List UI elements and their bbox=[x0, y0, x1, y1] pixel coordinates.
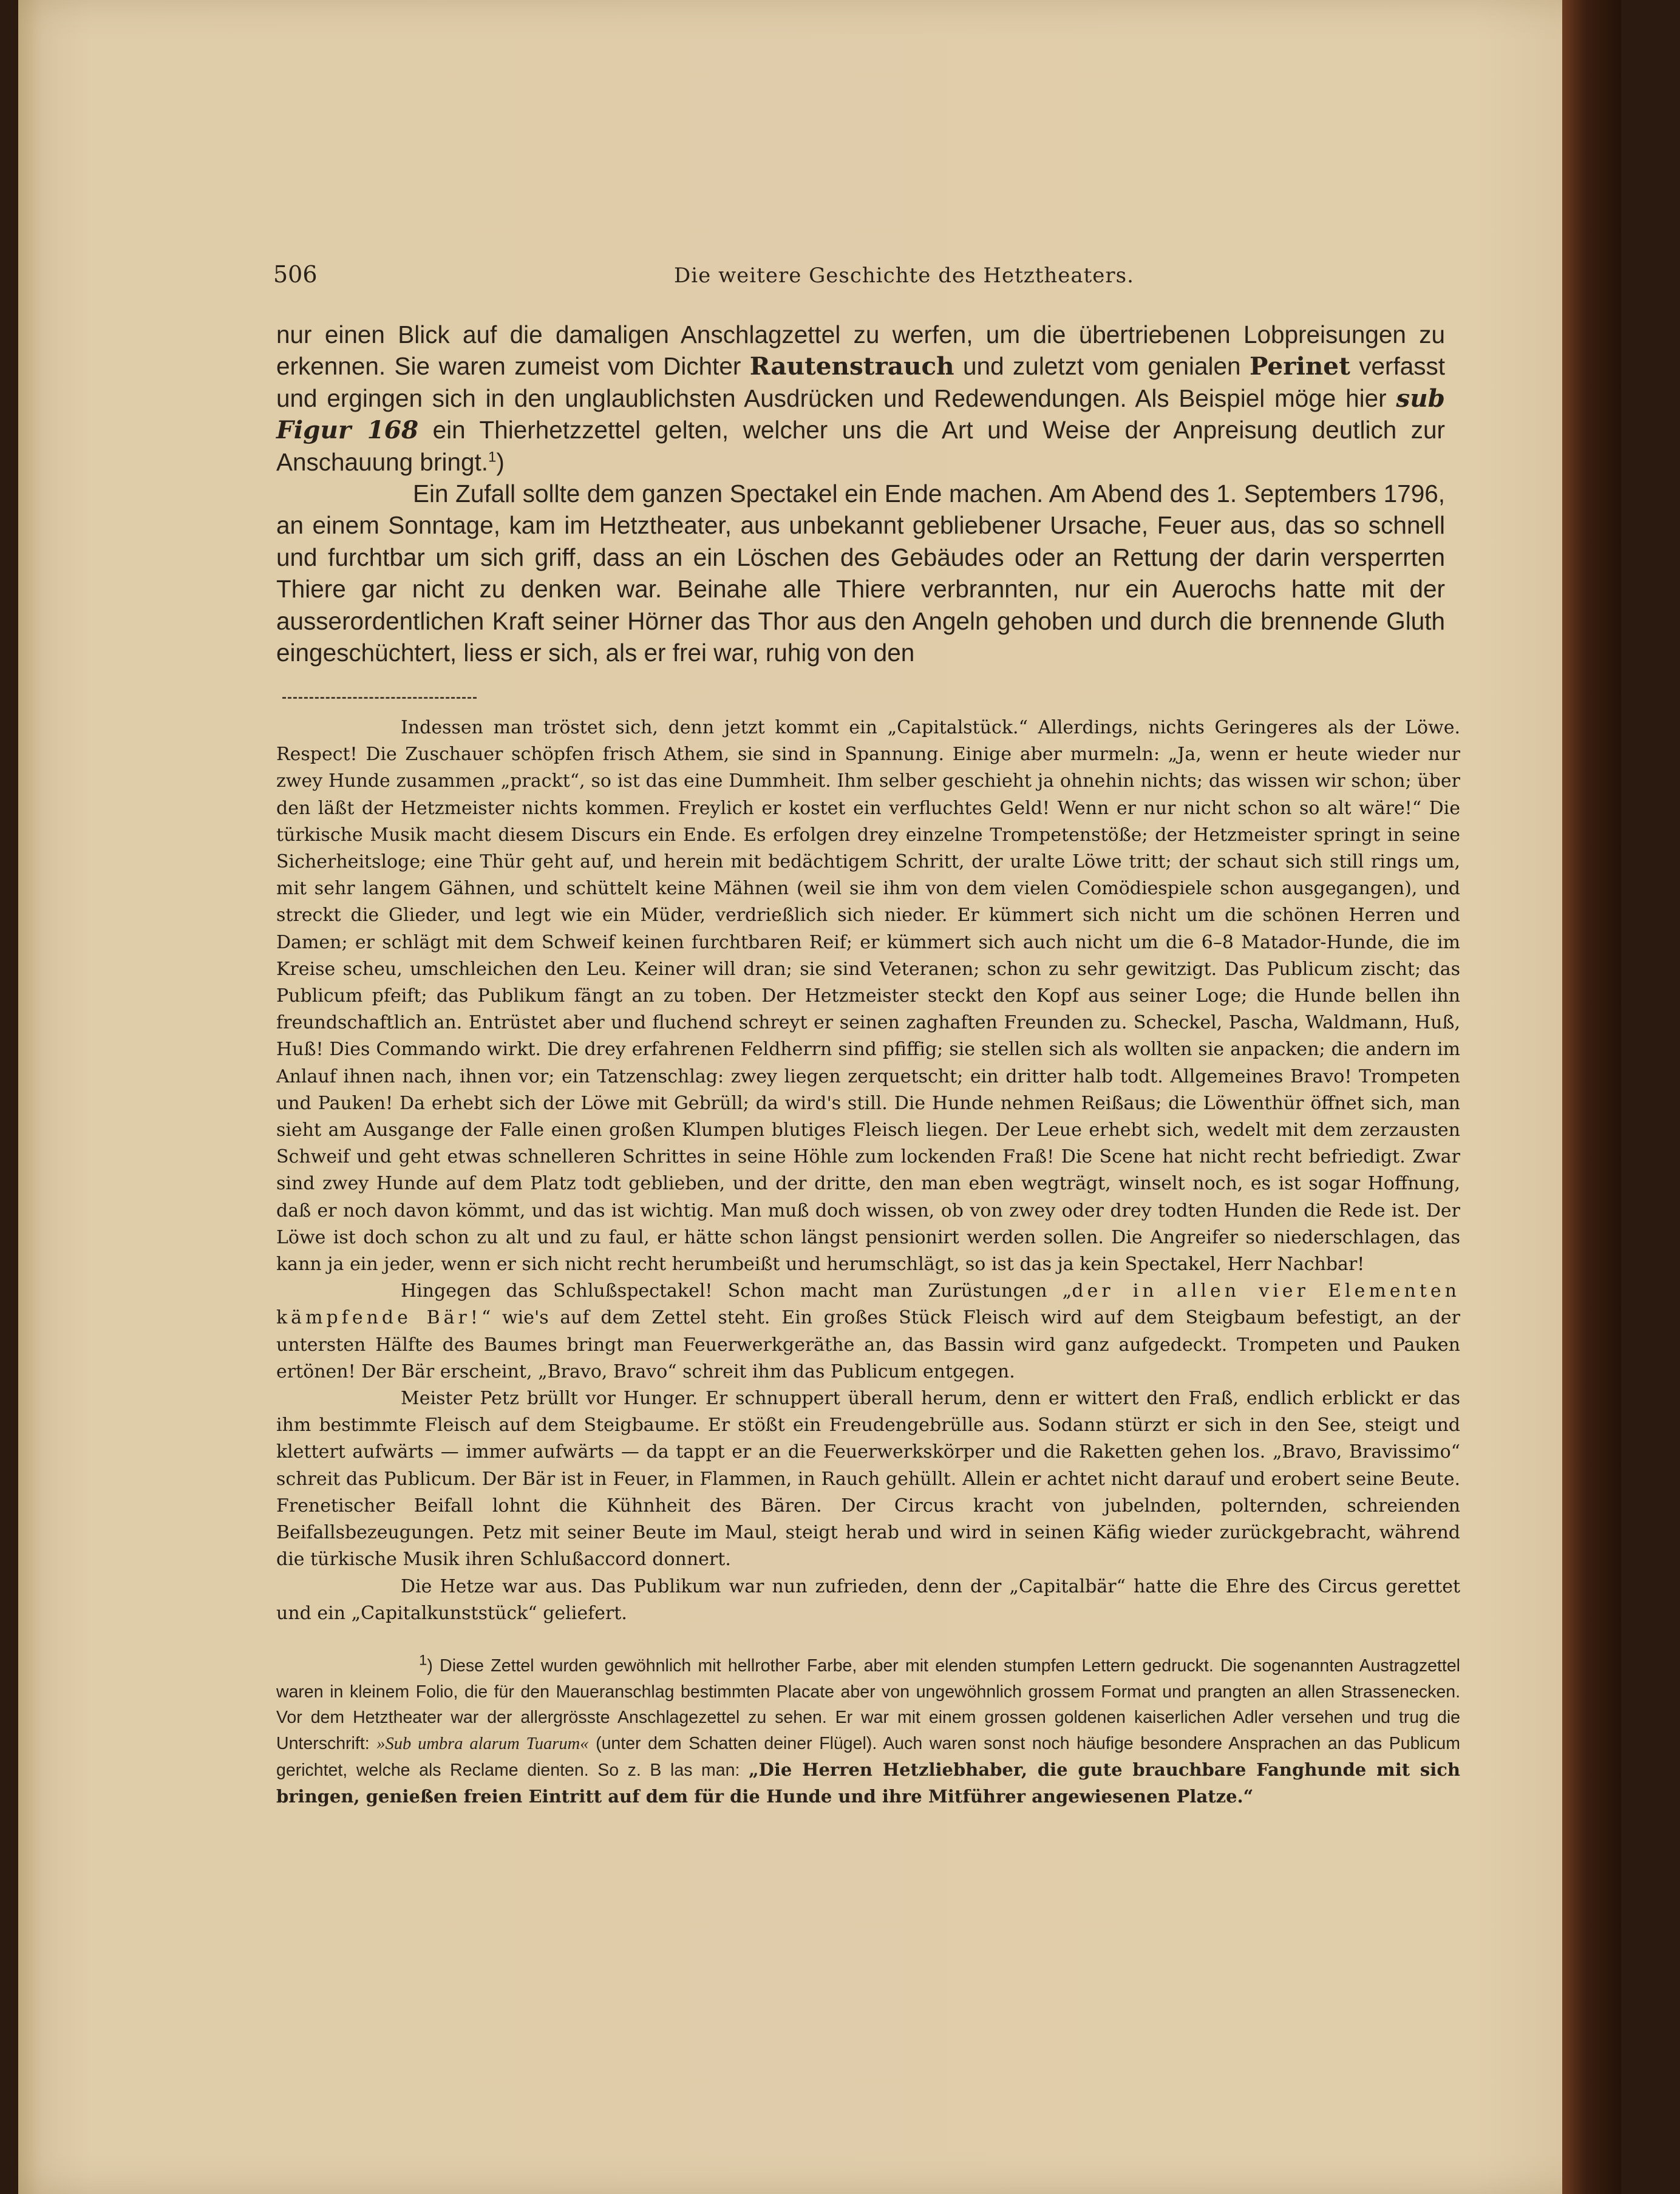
footnote-marker: 1 bbox=[419, 1652, 427, 1669]
main-text bbox=[276, 319, 1445, 668]
quoted-title: der in allen vier Elementen kämpfende Bär! bbox=[276, 1280, 1460, 1329]
separator-rule bbox=[282, 697, 477, 701]
latin-inscription: »Sub umbra alarum Tuarum« bbox=[376, 1734, 589, 1753]
figure-reference: sub Figur 168 bbox=[276, 383, 1445, 445]
quote-paragraph: Hingegen das Schlußspectakel! Schon macht man Zurüstungen „der in allen vier Elementen kämpfende Bär!“ wie's auf dem Zettel steht. Ein großes Stück Fleisch wird auf dem Steigbaum befestigt, an der untersten Hälfte des Baumes bringt man Feuerwerkgeräthe an, das Bassin wird ganz aufgedeckt. Trompeten und Pauken ertönen! Der Bär erscheint, „Bravo, Bravo“ schreit ihm das Publicum entgegen. bbox=[276, 1280, 1461, 1382]
running-title: Die weitere Geschichte des Hetztheaters. bbox=[674, 263, 1134, 288]
page-number: 506 bbox=[273, 261, 318, 288]
quote-paragraph: Die Hetze war aus. Das Publikum war nun zufrieden, denn der „Capitalbär“ hatte die Ehre des Circus gerettet und ein „Capitalkunststück“ geliefert. bbox=[276, 1575, 1460, 1624]
quote-paragraph: Indessen man tröstet sich, denn jetzt kommt ein „Capitalstück.“ Allerdings, nichts Geringeres als der Löwe. Respect! Die Zuschauer schöpfen frisch Athem, sie sind in Spannung. Einige aber murmeln: „Ja, wenn er heute wieder nur zwey Hunde zusammen „prackt“, so ist das eine Dummheit. Ihm selber geschieht ja ohnehin nichts; das wissen wir schon; über den läßt der Hetzmeister nichts kommen. Freylich er kostet ein verfluchtes Geld! Wenn er nur nicht schon so alt wäre!“ Die türkische Musik macht diesem Discurs ein Ende. Es erfolgen drey einzelne Trompetenstöße; der Hetzmeister springt in seine Sicherheitsloge; eine Thür geht auf, und herein mit bedächtigem Schritt, der uralte Löwe tritt; der schaut sich still rings um, mit sehr langem Gähnen, und schüttelt keine Mähnen (weil sie ihm von dem vielen Comödiespiele schon ausgegangen), und streckt die Glieder, und legt wie ein Müder, verdrießlich sich nieder. Er kümmert sich nicht um die schönen Herren und Damen; er schlägt mit dem Schweif keinen furchtbaren Reif; er kümmert sich auch nicht um die 6–8 Matador-Hunde, die im Kreise scheu, umschleichen den Leu. Keiner will dran; sie sind Veteranen; schon zu sehr gewitzigt. Das Publicum zischt; das Publicum pfeift; das Publikum fängt an zu toben. Der Hetzmeister steckt den Kopf aus seiner Loge; die Hunde bellen ihn freundschaftlich an. Entrüstet aber und fluchend schreyt er seinen zaghaften Freunden zu. Scheckel, Pascha, Waldmann, Huß, Huß! Dies Commando wirkt. Die drey erfahrenen Feldherrn sind pfiffig; sie stellen sich als wollten sie anpacken; die andern im Anlauf ihnen nach, ihnen vor; ein Tatzenschlag: zwey liegen zerquetscht; ein dritter halb todt. Allgemeines Bravo! Trompeten und Pauken! Da erhebt sich der Löwe mit Gebrüll; da wird's still. Die Hunde nehmen Reißaus; die Löwenthür öffnet sich, man sieht am Ausgange der Falle einen großen Klumpen blutiges Fleisch liegen. Der Leue erhebt sich, wedelt mit dem zerzausten Schweif und geht etwas schnelleren Schrittes in seine Höhle zum lockenden Fraß! Die Scene hat nicht recht befriedigt. Zwar sind zwey Hunde auf dem Platz todt geblieben, und der dritte, den man eben wegträgt, winselt noch, es ist sogar Hoffnung, daß er noch davon kömmt, und das ist wichtig. Man muß doch wissen, ob von zwey oder drey todten Hunden die Rede ist. Der Löwe ist doch schon zu alt und zu faul, er hätte schon längst pensionirt werden sollen. Die Angreifer so niederschlagen, das kann ja ein jeder, wenn er sich nicht recht herumbeißt und herumschlägt, so ist das ja kein Spectakel, Herr Nachbar! bbox=[276, 717, 1460, 1275]
footnote-marker: 1 bbox=[488, 449, 497, 466]
book-edge bbox=[1562, 0, 1621, 2194]
footnote-quote: „Die Herren Hetzliebhaber, die gute brauchbare Fanghunde mit sich bringen, genießen freien Eintritt auf dem für die Hunde und ihre Mitführer angewiesenen Platze.“ bbox=[276, 1759, 1460, 1807]
quoted-passage bbox=[276, 715, 1460, 1627]
author-name: Perinet bbox=[1250, 352, 1350, 381]
quote-paragraph: Meister Petz brüllt vor Hunger. Er schnuppert überall herum, denn er wittert den Fraß, endlich erblickt er das ihm bestimmte Fleisch auf dem Steigbaume. Er stößt ein Freudengebrülle aus. Sodann stürzt er sich in den See, steigt und klettert aufwärts — immer aufwärts — da tappt er an die Feuerwerkskörper und die Raketten gehen los. „Bravo, Bravissimo“ schreit das Publicum. Der Bär ist in Feuer, in Flammen, in Rauch gehüllt. Allein er achtet nicht darauf und erobert seine Beute. Frenetischer Beifall lohnt die Kühnheit des Bären. Der Circus kracht von jubelnden, polternden, schreienden Beifallsbezeugungen. Petz mit seiner Beute im Maul, steigt herab und wird in seinen Käfig wieder zurückgebracht, während die türkische Musik ihren Schlußaccord donnert. bbox=[276, 1388, 1460, 1571]
paragraph-1: nur einen Blick auf die damaligen Anschlagzettel zu werfen, um die übertriebenen Lobpreisungen zu erkennen. Sie waren zumeist vom Dichter Rautenstrauch und zuletzt vom genialen Perinet verfasst und ergingen sich in den unglaublichsten Ausdrücken und Redewendungen. Als Beispiel möge hier sub Figur 168 ein Thierhetzzettel gelten, welcher uns die Art und Weise der Anpreisung deutlich zur Anschauung bringt.$^1$) bbox=[276, 321, 1445, 476]
page-header bbox=[273, 261, 1500, 297]
author-name: Rautenstrauch bbox=[749, 352, 954, 381]
footnote: $^1$) Diese Zettel wurden gewöhnlich mit hellrother Farbe, aber mit elenden stumpfen Lettern gedruckt. Die sogenannten Austragzettel waren in kleinem Folio, die für den Maueranschlag bestimmten Placate aber von ungewöhnlich grossem Format und prangten an allen Strassenecken. Vor dem Hetztheater war der allergrösste Anschlagezettel zu sehen. Er war mit einem grossen goldenen kaiserlichen Adler versehen und trug die Unterschrift: »Sub umbra alarum Tuarum« (unter dem Schatten deiner Flügel). Auch waren sonst noch häufige besondere Ansprachen an das Publicum gerichtet, welche als Reclame dienten. So z. B las man: „Die Herren Hetzliebhaber, die gute brauchbare Fanghunde mit sich bringen, genießen freien Eintritt auf dem für die Hunde und ihre Mitführer angewiesenen Platze.“ bbox=[276, 1652, 1460, 1807]
paragraph-2: Ein Zufall sollte dem ganzen Spectakel ein Ende machen. Am Abend des 1. Septembers 1796, an einem Sonntage, kam im Hetztheater, aus unbekannt gebliebener Ursache, Feuer aus, das so schnell und furchtbar um sich griff, dass an ein Löschen des Gebäudes oder an Rettung der darin versperrten Thiere gar nicht zu denken war. Beinahe alle Thiere verbrannten, nur ein Auerochs hatte mit der ausserordentlichen Kraft seiner Hörner das Thor aus den Angeln gehoben und durch die brennende Gluth eingeschüchtert, liess er sich, als er frei war, ruhig von den bbox=[276, 480, 1445, 667]
